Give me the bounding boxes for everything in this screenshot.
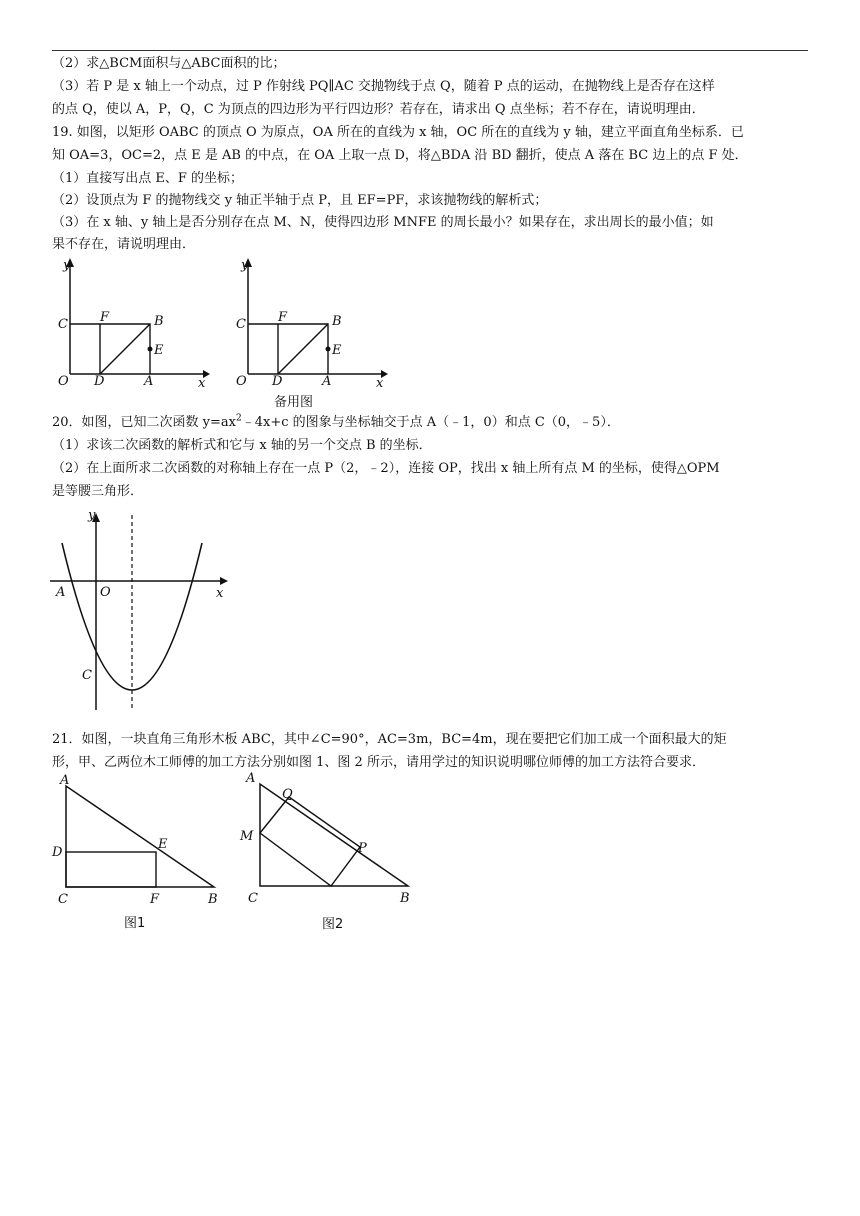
label-e: E xyxy=(332,343,342,358)
q19-stem-line2: 知 OA=3，OC=2，点 E 是 AB 的中点，在 OA 上取一点 D，将△BDA 沿 BD 翻折，使点 A 落在 BC 边上的点 F 处． xyxy=(52,148,748,163)
q21-figure-2 xyxy=(232,770,422,935)
label-x: x xyxy=(216,586,224,601)
q19-figure-spare xyxy=(228,254,398,414)
q21-stem-line1: 21．如图，一块直角三角形木板 ABC，其中∠C=90°，AC=3m，BC=4m，现在要把它们加工成一个面积最大的矩 xyxy=(52,732,727,747)
label-f: F xyxy=(100,310,110,325)
label-m: M xyxy=(240,829,254,844)
label-c: C xyxy=(58,317,68,332)
header-rule xyxy=(52,50,808,51)
q18-part2: （2）求△BCM面积与△ABC面积的比； xyxy=(52,56,286,71)
q19-part3-line1: （3）在 x 轴、y 轴上是否分别存在点 M、N，使得四边形 MNFE 的周长最小？如果存在，求出周长的最小值；如 xyxy=(52,215,714,230)
label-a: A xyxy=(322,374,332,389)
label-b: B xyxy=(400,891,410,906)
q20-figure xyxy=(48,505,238,720)
label-y: y xyxy=(63,258,71,273)
label-a: A xyxy=(246,771,256,786)
label-f: F xyxy=(150,892,160,907)
spare-figure-caption: 备用图 xyxy=(274,395,314,410)
figure-2-caption: 图2 xyxy=(322,917,344,932)
q20-stem: 20．如图，已知二次函数 $y=ax^2﹣4x+c$ 的图象与坐标轴交于点 A（﹣1，0）和点 C（0，﹣5）． xyxy=(52,413,620,430)
label-b: B xyxy=(154,314,164,329)
q19-part2: （2）设顶点为 F 的抛物线交 y 轴正半轴于点 P，且 EF=PF，求该抛物线的解析式； xyxy=(52,193,548,208)
q18-part3-line2: 的点 Q，使以 A，P，Q，C 为顶点的四边形为平行四边形？若存在，请求出 Q 点坐标；若不存在，请说明理由． xyxy=(52,102,705,117)
label-a: A xyxy=(60,773,70,788)
label-p: P xyxy=(358,841,367,856)
q20-part1: （1）求该二次函数的解析式和它与 x 轴的另一个交点 B 的坐标． xyxy=(52,438,432,453)
q20-part2-line2: 是等腰三角形． xyxy=(52,484,144,499)
label-d: D xyxy=(52,845,63,860)
q18-part3-line1: （3）若 P 是 x 轴上一个动点，过 P 作射线 PQ∥AC 交抛物线于点 Q，随着 P 点的运动，在抛物线上是否存在这样 xyxy=(52,79,715,94)
label-x: x xyxy=(198,376,206,391)
q21-figure-1 xyxy=(50,772,230,937)
q19-figure-main xyxy=(50,254,220,394)
label-q: Q xyxy=(282,787,293,802)
q20-part2-line1: （2）在上面所求二次函数的对称轴上存在一点 P（2，﹣2），连接 OP，找出 x 轴上所有点 M 的坐标，使得△OPM xyxy=(52,461,720,476)
q19-part3-line2: 果不存在，请说明理由． xyxy=(52,237,196,252)
label-o: O xyxy=(236,374,247,389)
q19-part1: （1）直接写出点 E、F 的坐标； xyxy=(52,171,244,186)
label-y: y xyxy=(241,258,249,273)
q21-stem-line2: 形，甲、乙两位木工师傅的加工方法分别如图 1、图 2 所示，请用学过的知识说明哪位师傅的加工方法符合要求． xyxy=(52,755,705,770)
label-y: y xyxy=(88,508,96,523)
label-x: x xyxy=(376,376,384,391)
label-b: B xyxy=(208,892,218,907)
label-o: O xyxy=(100,585,111,600)
label-e: E xyxy=(158,837,168,852)
label-e: E xyxy=(154,343,164,358)
label-d: D xyxy=(94,374,105,389)
label-d: D xyxy=(272,374,283,389)
label-a: A xyxy=(56,585,66,600)
label-f: F xyxy=(278,310,288,325)
label-c: C xyxy=(236,317,246,332)
label-o: O xyxy=(58,374,69,389)
label-c: C xyxy=(248,891,258,906)
q19-stem-line1: 19. 如图，以矩形 OABC 的顶点 O 为原点，OA 所在的直线为 x 轴，OC 所在的直线为 y 轴，建立平面直角坐标系．已 xyxy=(52,125,744,140)
label-c: C xyxy=(58,892,68,907)
figure-1-caption: 图1 xyxy=(124,916,146,931)
label-b: B xyxy=(332,314,342,329)
label-c: C xyxy=(82,668,92,683)
label-a: A xyxy=(144,374,154,389)
